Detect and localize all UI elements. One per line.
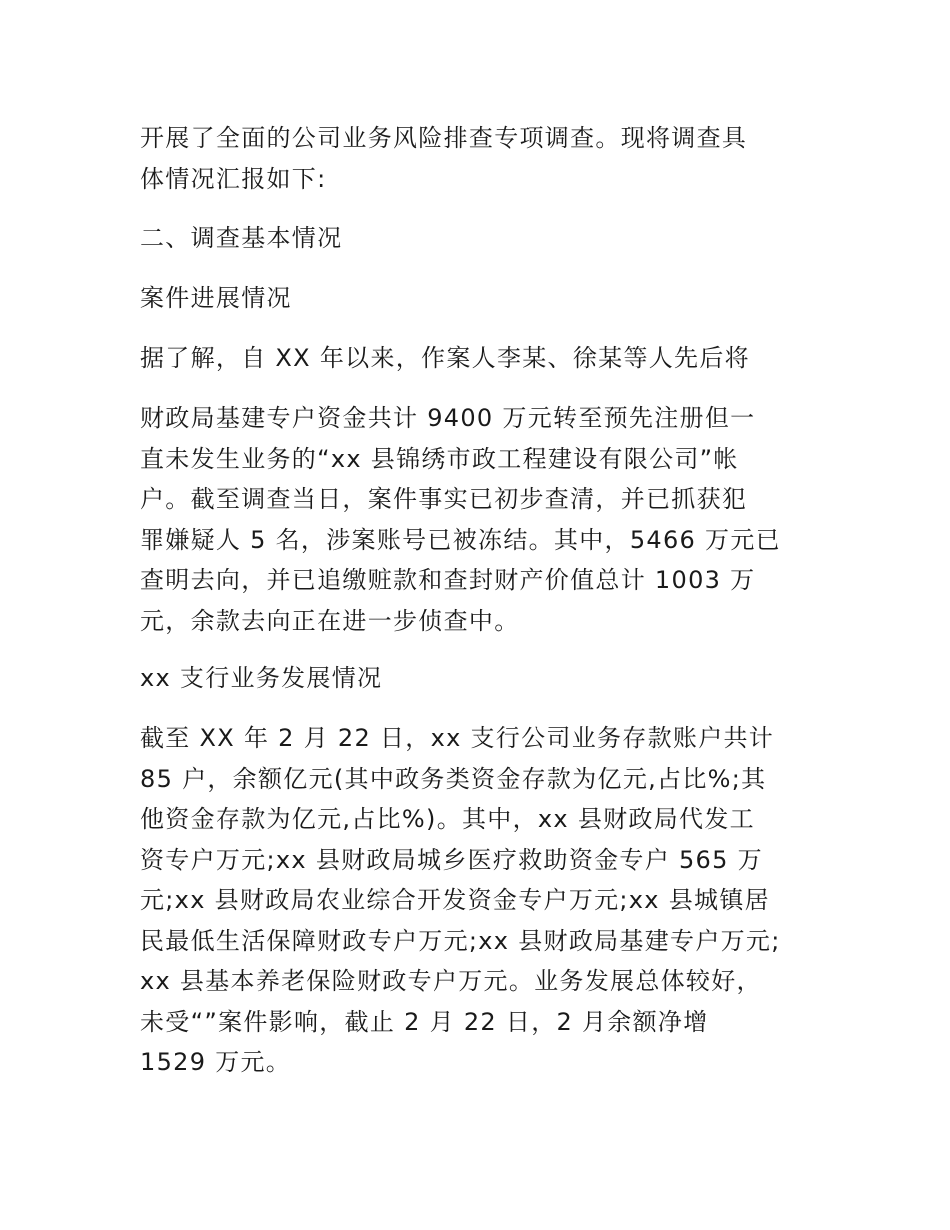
heading-text: 二、调查基本情况 xyxy=(140,224,343,252)
text-line: 资专户万元;xx 县财政局城乡医疗救助资金专户 565 万 xyxy=(140,845,763,874)
paragraph-branch-details xyxy=(140,718,830,1083)
text-line: 查明去向，并已追缴赃款和查封财产价值总计 1003 万 xyxy=(140,566,756,594)
text-line: 元，余款去向正在进一步侦查中。 xyxy=(140,606,520,635)
text-line: 1529 万元。 xyxy=(140,1048,292,1076)
paragraph-case-intro xyxy=(140,338,830,379)
text-line: 85 户，余额亿元(其中政务类资金存款为亿元,占比%;其 xyxy=(140,764,767,793)
heading-text: 案件进展情况 xyxy=(140,284,292,312)
text-line: xx 县基本养老保险财政专户万元。业务发展总体较好， xyxy=(140,967,762,995)
text-line: 开展了全面的公司业务风险排查专项调查。现将调查具 xyxy=(140,124,748,152)
paragraph-intro xyxy=(140,118,830,199)
text-line: 财政局基建专户资金共计 9400 万元转至预先注册但一 xyxy=(140,404,756,432)
text-line: 他资金存款为亿元,占比%)。其中，xx 县财政局代发工 xyxy=(140,805,755,833)
text-line: 截至 XX 年 2 月 22 日，xx 支行公司业务存款账户共计 xyxy=(140,724,775,752)
text-line: 元;xx 县财政局农业综合开发资金专户万元;xx 县城镇居 xyxy=(140,886,770,914)
subsection-heading-branch xyxy=(140,658,830,699)
text-line: 据了解，自 XX 年以来，作案人李某、徐某等人先后将 xyxy=(140,344,750,372)
text-line: 体情况汇报如下: xyxy=(140,164,327,193)
text-line: 未受“”案件影响，截止 2 月 22 日，2 月余额净增 xyxy=(140,1007,709,1036)
section-heading xyxy=(140,218,830,259)
text-line: 民最低生活保障财政专户万元;xx 县财政局基建专户万元; xyxy=(140,926,781,955)
heading-text: xx 支行业务发展情况 xyxy=(140,664,383,692)
subsection-heading-case-progress xyxy=(140,278,830,319)
text-line: 罪嫌疑人 5 名，涉案账号已被冻结。其中，5466 万元已 xyxy=(140,525,781,554)
text-line: 直未发生业务的“xx 县锦绣市政工程建设有限公司”帐 xyxy=(140,444,739,473)
text-line: 户。截至调查当日，案件事实已初步查清，并已抓获犯 xyxy=(140,485,748,513)
paragraph-case-details xyxy=(140,398,830,641)
